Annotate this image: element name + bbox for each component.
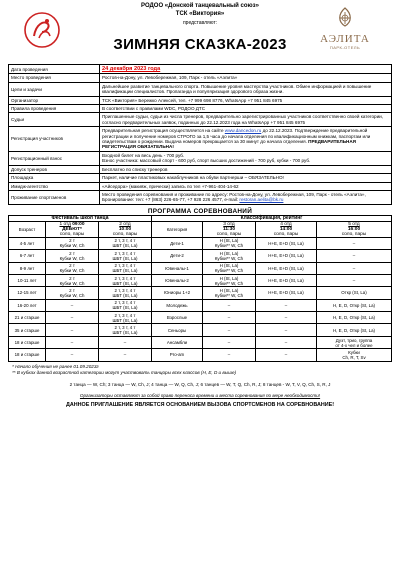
program-title: ПРОГРАММА СОРЕВНОВАНИЙ <box>147 207 253 215</box>
age-cell: 6-7 лет <box>9 250 46 262</box>
day-5-cell: H, E, D, Откр (St, La) <box>317 324 392 336</box>
day-3-cell: – <box>203 349 256 361</box>
info-row-floor <box>9 174 392 182</box>
day-1-cell: – <box>46 299 99 311</box>
info-row-organizer <box>9 96 392 104</box>
aelita-logo-subtext: ПАРК-ОТЕЛЬ <box>329 45 361 50</box>
day-1-cell: 2 т Кубки W, Ch <box>46 287 99 299</box>
day-3-cell: H (St, La) Кубки** W, Ch <box>203 274 256 286</box>
dance-legend: 2 танца — W, Ch; 3 танца — W, Ch, J; 4 танца — W, Q, Ch, J; 6 танцев — W, T, Q, Ch, R, J; 8 танцев - W, T, V, Q, Ch, S, R, J <box>69 381 331 387</box>
info-label: Дата проведения <box>9 65 100 74</box>
day-2-cell: 2 т, 3 т, 4 т ШБТ (St, La) <box>99 312 152 324</box>
day-5-cell: – <box>317 237 392 249</box>
day-3-cell: – <box>203 312 256 324</box>
info-value: ТСК «Виктория» Бережко Алексей, тел. +7 999 698 8776, WhatsApp +7 951 845 6975 <box>100 96 392 104</box>
day-4-cell: – <box>256 312 317 324</box>
day-1-cell: – <box>46 312 99 324</box>
day-4-cell: H+E, E+D (St, La) <box>256 237 317 249</box>
program-row <box>9 312 392 324</box>
info-row-place <box>9 74 392 82</box>
info-label: Проживание спортсменов <box>9 190 100 204</box>
day-5-header: 5 отд 16:00 соло, пары <box>317 221 392 237</box>
fee-line-1: Входной билет на весь день - 700 руб. <box>102 152 185 158</box>
day-2-cell: 2 т, 3 т, 4 т ШБТ (St, La) <box>99 287 152 299</box>
info-label: Правила проведения <box>9 105 100 113</box>
day-4-header: 4 отд 14:00 соло, пары <box>256 221 317 237</box>
info-value: Приглашенные судьи, судьи из числа тренеров, предварительно зарегистрированных участников соответственно своей категории, согласно предварительных заявок, поданных до 22.12.2023 года на WhatsApp +7 951 845 6975 <box>100 113 392 127</box>
program-row <box>9 336 392 348</box>
program-row <box>9 299 392 311</box>
day-3-cell: H (St, La) Кубки** W, Ch <box>203 237 256 249</box>
info-label: Площадка <box>9 174 100 182</box>
age-cell: 10-11 лет <box>9 274 46 286</box>
info-label: Допуск тренеров <box>9 165 100 173</box>
day-1-cell: 2 т Кубки W, Ch <box>46 274 99 286</box>
category-cell: Дети-2 <box>152 250 203 262</box>
program-body <box>9 237 392 361</box>
info-value: В соответствии с правилами WDC, РОДОО ДТС <box>100 105 392 113</box>
day-4-cell: H+E, E+D (St, La) <box>256 274 317 286</box>
organizer-disclaimer: Организаторы оставляют за собой право переноса времени и места соревнования по мере необходимости! <box>79 392 321 398</box>
program-row <box>9 274 392 286</box>
info-label: Организатор <box>9 96 100 104</box>
program-row <box>9 324 392 336</box>
info-row-goals <box>9 82 392 96</box>
age-cell: 12-15 лет <box>9 287 46 299</box>
header <box>8 0 392 64</box>
info-value: Дальнейшее развитие танцевального спорта. Повышение уровня мастерства участников. Обмен информацией и повышение квалификации специалистов. Пропаганда и популяризация здорового образа жизни. <box>100 82 392 96</box>
day-4-cell: – <box>256 349 317 361</box>
footnote-1: * Начало обучения не ранее 01.09.2023г <box>12 363 99 369</box>
category-cell: Юниоры 1+2 <box>152 287 203 299</box>
category-cell: Взрослые <box>152 312 203 324</box>
day-2-cell: – <box>99 336 152 348</box>
info-label: Цели и задачи <box>9 82 100 96</box>
age-cell: 21 и старше <box>9 312 46 324</box>
program-table <box>8 215 392 362</box>
day-2-cell: – <box>99 349 152 361</box>
day-1-cell: 2 т Кубки W, Ch <box>46 262 99 274</box>
stay-text: Место проведения соревнования и проживание по адресу: Ростов-на-Дону, ул. Левобережная, 109, Парк - отель «Аэлита», Бронирование: тел: +7 (863) 226-65-77, +7 928 226 4577, e-mail: <box>102 191 366 203</box>
category-cell: Ювеналы-1 <box>152 262 203 274</box>
org-line-2: ТСК «Виктория» <box>175 11 225 17</box>
day-5-cell: – <box>317 262 392 274</box>
day-5-cell: H, E, D, Откр (St, La) <box>317 312 392 324</box>
day-5-cell: – <box>317 274 392 286</box>
info-row-image <box>9 182 392 190</box>
info-row-judges <box>9 113 392 127</box>
day-1-cell: 2 т Кубки W, Ch <box>46 250 99 262</box>
age-cell: 16-20 лет <box>9 299 46 311</box>
day-3-header: 3 отд 11:30 соло, пары <box>203 221 256 237</box>
day-5-cell: Откр (St, La) <box>317 287 392 299</box>
info-value: Бесплатно по списку тренеров <box>100 165 392 173</box>
day-2-cell: 2 т, 3 т, 4 т ШБТ (St, La) <box>99 274 152 286</box>
day-4-cell: – <box>256 299 317 311</box>
age-cell: 8-9 лет <box>9 262 46 274</box>
day-3-cell: H (St, La) Кубки** W, Ch <box>203 287 256 299</box>
day-2-cell: 2 т, 3 т, 4 т ШБТ (St, La) <box>99 237 152 249</box>
page-title: ЗИМНЯЯ СКАЗКА-2023 <box>113 36 287 53</box>
day-1-cell: – <box>46 324 99 336</box>
day-3-cell: H (St, La) Кубки** W, Ch <box>203 250 256 262</box>
info-row-rules <box>9 105 392 113</box>
footnotes <box>8 364 392 376</box>
rating-group-header: Классификация, рейтинг <box>152 215 392 221</box>
day-5-cell: Дуэт, трио, группа от 4-х чел и более <box>317 336 392 348</box>
category-cell: Сеньоры <box>152 324 203 336</box>
festival-group-header: Фестиваль школ танца <box>9 215 152 221</box>
age-cell: 35 и старше <box>9 324 46 336</box>
day-3-cell: – <box>203 324 256 336</box>
day-1-header: 1 отд 09:00 ДЕБЮТ* соло, пары <box>46 221 99 237</box>
info-label: Судьи <box>9 113 100 127</box>
info-value <box>100 127 392 152</box>
info-row-coaches <box>9 165 392 173</box>
category-cell: Ювеналы-2 <box>152 274 203 286</box>
info-table <box>8 64 392 205</box>
aelita-logo <box>310 6 380 60</box>
aelita-logo-text: АЭЛИТА <box>320 33 370 45</box>
day-5-cell: – <box>317 250 392 262</box>
category-cell: Ансамбли <box>152 336 203 348</box>
info-row-fee <box>9 151 392 165</box>
info-row-date <box>9 65 392 74</box>
category-column-header: Категория <box>152 221 203 237</box>
registration-link[interactable]: www.dancedon.ru <box>224 128 262 134</box>
day-1-cell: – <box>46 336 99 348</box>
day-2-cell: 2 т, 3 т, 4 т ШБТ (St, La) <box>99 262 152 274</box>
info-value <box>100 151 392 165</box>
registration-required: ПРЕДВАРИТЕЛЬНАЯ РЕГИСТРАЦИЯ ОБЯЗАТЕЛЬНА! <box>102 139 356 150</box>
program-row <box>9 237 392 249</box>
fee-line-2: Взнос участника: массовый спорт - 600 руб, спорт высших достижений - 700 руб, кубки - 700 руб. <box>102 158 311 164</box>
invitation-statement: ДАННОЕ ПРИГЛАШЕНИЕ ЯВЛЯЕТСЯ ОСНОВАНИЕМ ВЫЗОВА СПОРТСМЕНОВ НА СОРЕВНОВАНИЕ! <box>65 401 335 408</box>
org-line-1: РОДОО «Донской танцевальный союз» <box>141 3 259 9</box>
info-value <box>100 190 392 204</box>
info-label: Регистрационный взнос <box>9 151 100 165</box>
registration-text-post: до 22.12.2023. Подтверждение предварительной регистрации и получение номеров СТРОГО за 1,5 часа до начала отделения по квалификационным книжкам, паспортам или свидетельствам о рождении. Выдача номеров прекращается за 30 минут до начала отделения. <box>102 128 371 145</box>
day-4-cell: H+E, E+D (St, La) <box>256 287 317 299</box>
day-2-header: 2 отд 10:00 соло, пары <box>99 221 152 237</box>
program-row <box>9 250 392 262</box>
day-5-cell: H, E, D, Откр (St, La) <box>317 299 392 311</box>
info-label: Имидж-агентство <box>9 182 100 190</box>
stay-email-link[interactable]: restoran.aelita@bk.ru <box>239 197 284 203</box>
day-2-cell: 2 т, 3 т, 4 т ШБТ (St, La) <box>99 250 152 262</box>
category-cell: Дети-1 <box>152 237 203 249</box>
age-cell: 18 и старше <box>9 336 46 348</box>
info-label: Место проведения <box>9 74 100 82</box>
info-row-registration <box>9 127 392 152</box>
day-3-cell: H (St, La) Кубки** W, Ch <box>203 262 256 274</box>
day-4-cell: – <box>256 324 317 336</box>
presents-text: представляют: <box>182 20 218 26</box>
info-label: Регистрация участников <box>9 127 100 152</box>
day-4-cell: H+E, E+D (St, La) <box>256 262 317 274</box>
age-column-header: Возраст <box>9 221 46 237</box>
info-value: Ростов-на-Дону, ул. Левобережная, 109, Парк - отель «Аэлита» <box>100 74 392 82</box>
event-date: 24 декабря 2023 года <box>102 66 161 72</box>
day-4-cell: – <box>256 336 317 348</box>
age-cell: 18 и старше <box>9 349 46 361</box>
day-4-cell: H+E, E+D (St, La) <box>256 250 317 262</box>
day-1-cell: – <box>46 349 99 361</box>
category-cell: Pro-am <box>152 349 203 361</box>
program-column-header <box>9 221 392 237</box>
program-row <box>9 287 392 299</box>
registration-text-pre: Предварительная регистрация осуществляется на сайте <box>102 128 225 134</box>
day-2-cell: 2 т, 3 т, 4 т ШБТ (St, La) <box>99 324 152 336</box>
program-row <box>9 262 392 274</box>
info-value: «Айседора» (макияж, прически) запись по тел +7-961-404-14-62 <box>100 182 392 190</box>
category-cell: Молодежь <box>152 299 203 311</box>
day-2-cell: 2 т, 3 т, 4 т ШБТ (St, La) <box>99 299 152 311</box>
day-3-cell: – <box>203 336 256 348</box>
program-row <box>9 349 392 361</box>
info-value <box>100 65 392 74</box>
footnote-2: ** В кубках данной возрастной категории могут участвовать танцоры всех классов (Н, Е, D и выше) <box>12 369 237 375</box>
day-1-cell: 2 т Кубки W, Ch <box>46 237 99 249</box>
aelita-emblem-icon <box>330 6 360 28</box>
info-row-stay <box>9 190 392 204</box>
age-cell: 4-5 лет <box>9 237 46 249</box>
day-5-cell: Кубки Ch, R, T, Sv <box>317 349 392 361</box>
info-value: Паркет, наличие пластиковых накаблучников на обуви партнерши – ОБЯЗАТЕЛЬНО! <box>100 174 392 182</box>
day-3-cell: – <box>203 299 256 311</box>
